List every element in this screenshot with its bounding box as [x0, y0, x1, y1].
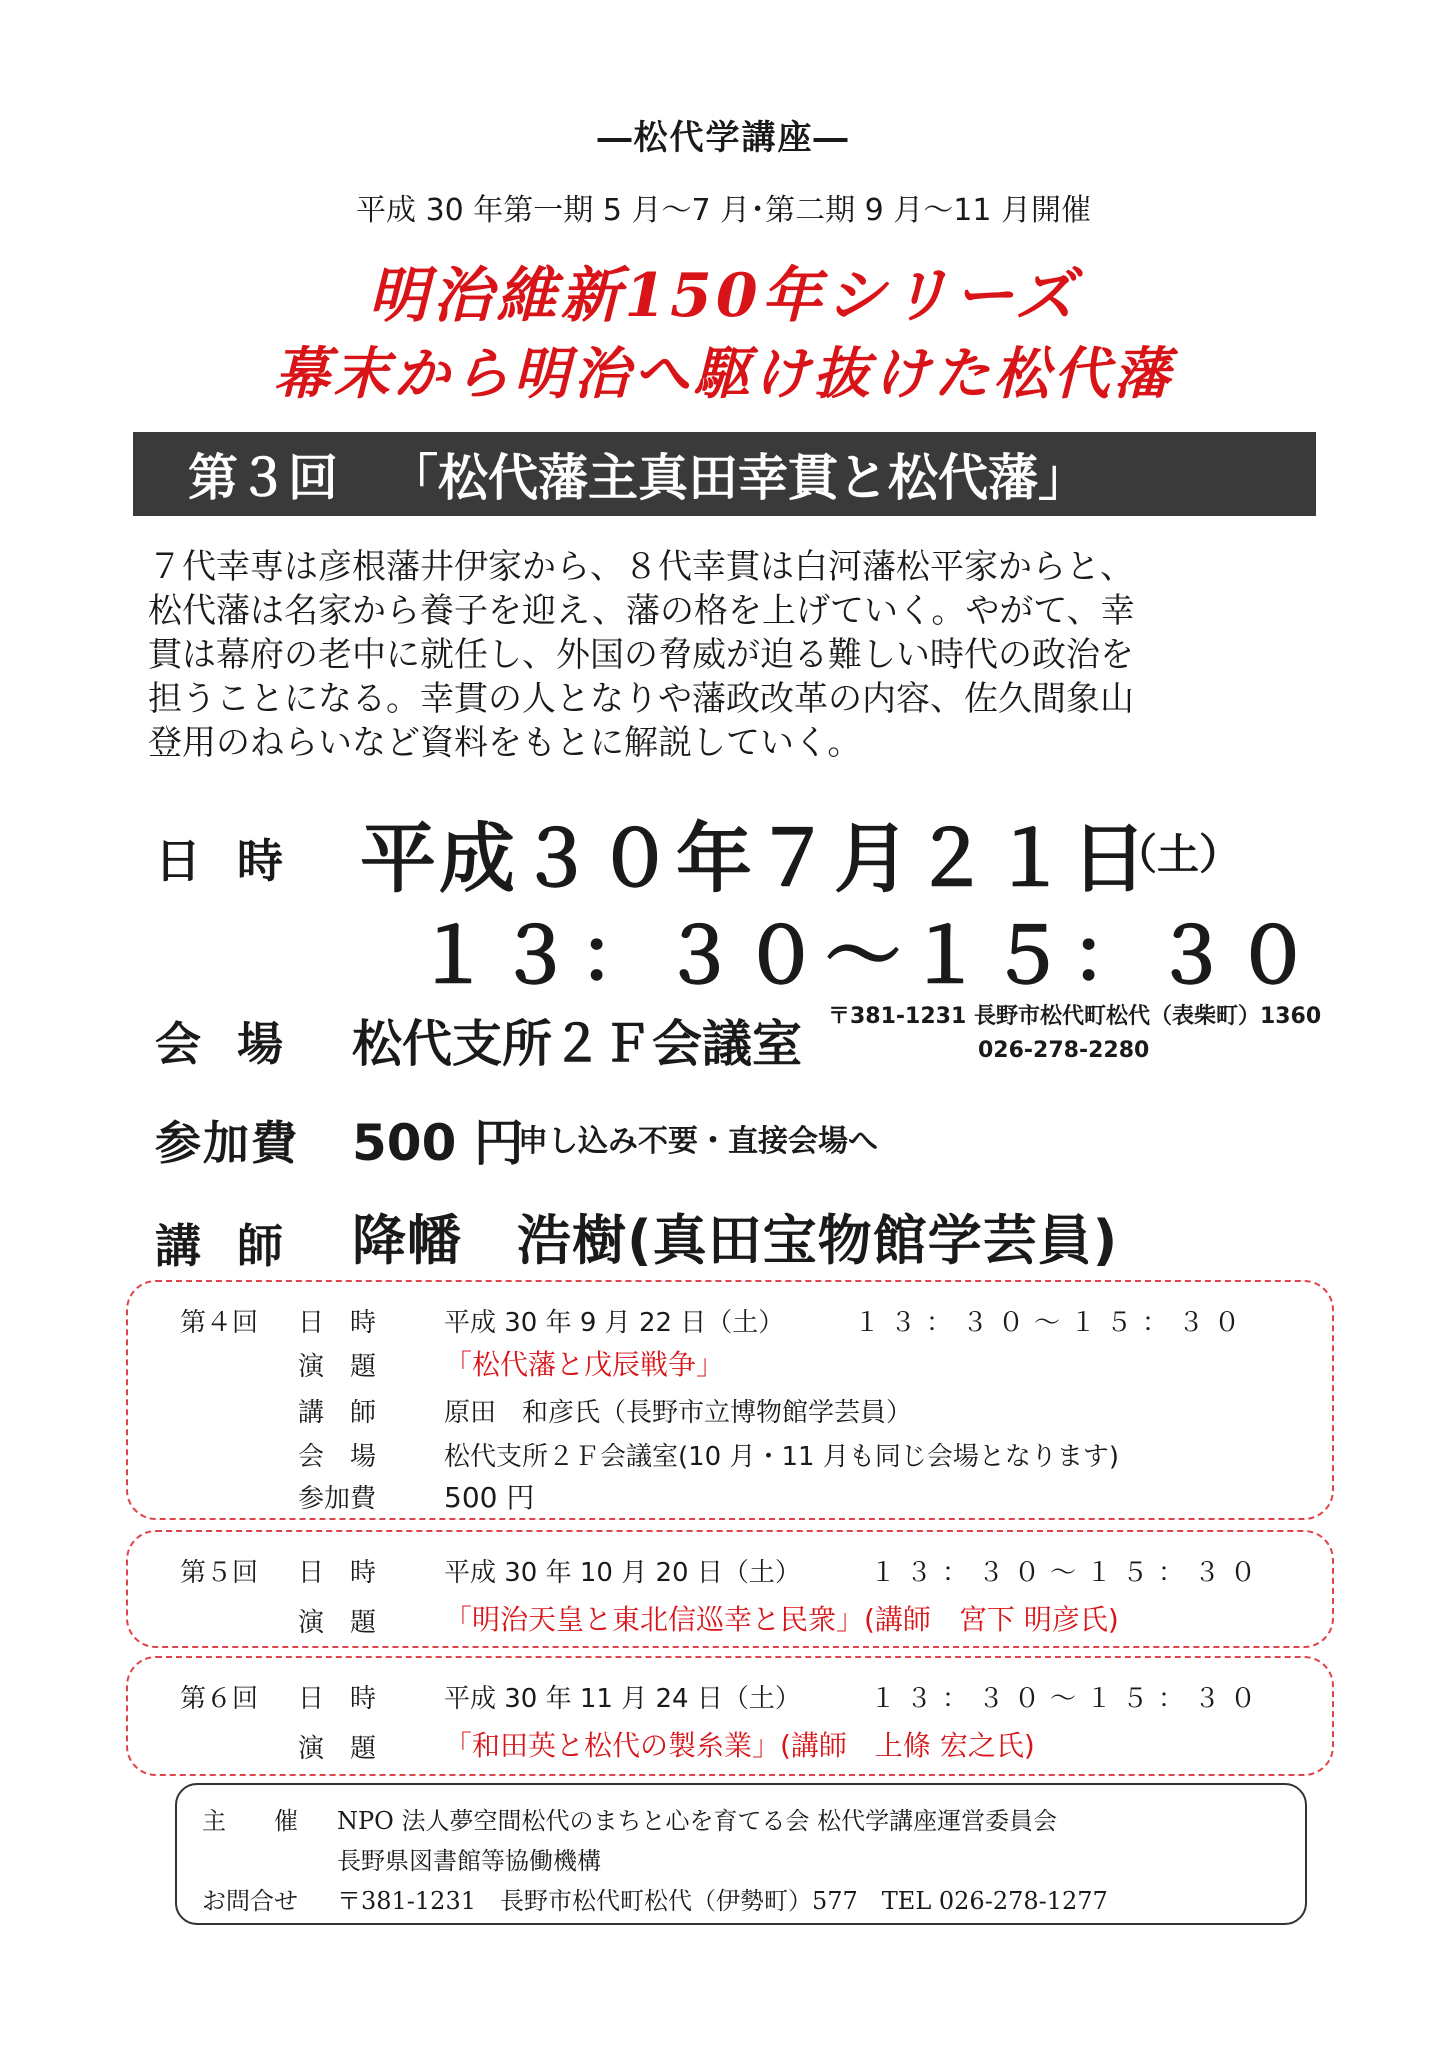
- description-line: 担うことになる。幸貫の人となりや藩政改革の内容、佐久間象山: [148, 679, 1134, 719]
- session-5-time: １３：３０～１５：３０: [870, 1558, 1267, 1588]
- fee-value: 500 円: [352, 1114, 524, 1172]
- period-line: 平成 30 年第一期 5 月～7 月･第二期 9 月～11 月開催: [356, 193, 1091, 228]
- session-4-box: [126, 1280, 1334, 1520]
- session-6-date: 平成 30 年 11 月 24 日（土）: [444, 1684, 801, 1714]
- session-4-fee: 500 円: [444, 1481, 535, 1514]
- session-4-fee-label: 参加費: [298, 1484, 377, 1514]
- session-6-date-label: 日 時: [298, 1684, 377, 1714]
- session-title: 「松代藩主真田幸貫と松代藩」: [388, 449, 1088, 507]
- date-value: 平成３０年７月２１日: [360, 814, 1150, 903]
- organizer-label: 主 催: [202, 1807, 298, 1835]
- session-5-box: [126, 1530, 1334, 1648]
- session-4-topic: 「松代藩と戊辰戦争」: [444, 1348, 725, 1381]
- series-subtitle: 幕末から明治へ駆け抜けた松代藩: [273, 341, 1174, 407]
- session-4-topic-label: 演 題: [298, 1352, 377, 1382]
- session-6-number: 第６回: [180, 1684, 259, 1714]
- series-label: ―松代学講座―: [597, 118, 850, 158]
- date-label: 日 時: [155, 834, 294, 888]
- venue-phone: 026-278-2280: [978, 1038, 1150, 1063]
- contact-label: お問合せ: [202, 1887, 298, 1915]
- session-4-venue: 松代支所２Ｆ会議室(10 月・11 月も同じ会場となります): [444, 1442, 1119, 1472]
- description-line: 貫は幕府の老中に就任し、外国の脅威が迫る難しい時代の政治を: [148, 635, 1134, 675]
- lecturer-value: 降幡 浩樹(真田宝物館学芸員): [352, 1209, 1119, 1272]
- session-4-number: 第４回: [180, 1308, 259, 1338]
- session-description: [148, 545, 1308, 765]
- description-line: ７代幸専は彦根藩井伊家から、８代幸貫は白河藩松平家からと、: [148, 547, 1134, 587]
- organizer-line-1: NPO 法人夢空間松代のまちと心を育てる会 松代学講座運営委員会: [337, 1807, 1058, 1835]
- series-title: 明治維新150年シリーズ: [368, 261, 1079, 331]
- fee-note: 申し込み不要・直接会場へ: [518, 1124, 878, 1159]
- session-4-date-label: 日 時: [298, 1308, 377, 1338]
- session-6-box: [126, 1656, 1334, 1776]
- organizer-box: [175, 1783, 1307, 1925]
- session-4-time: １３：３０～１５：３０: [854, 1308, 1251, 1338]
- venue-address: 〒381-1231 長野市松代町松代（表柴町）1360: [828, 1004, 1322, 1029]
- contact-info: 〒381-1231 長野市松代町松代（伊勢町）577 TEL 026-278-1277: [337, 1887, 1108, 1915]
- venue-address-block: [828, 1000, 1321, 1068]
- time-value: １３：３０～１５：３０: [415, 911, 1317, 1000]
- session-4-lecturer-label: 講 師: [298, 1398, 377, 1428]
- session-number: 第３回: [188, 449, 338, 507]
- fee-label: 参加費: [155, 1116, 299, 1170]
- session-6-time: １３：３０～１５：３０: [870, 1684, 1267, 1714]
- lecturer-label: 講 師: [155, 1219, 294, 1273]
- session-4-venue-label: 会 場: [298, 1442, 377, 1472]
- session-6-topic-label: 演 題: [298, 1734, 377, 1764]
- description-line: 松代藩は名家から養子を迎え、藩の格を上げていく。やがて、幸: [148, 591, 1135, 631]
- venue-value: 松代支所２Ｆ会議室: [352, 1015, 802, 1073]
- session-4-lecturer: 原田 和彦氏（長野市立博物館学芸員）: [444, 1398, 913, 1428]
- session-5-number: 第５回: [180, 1558, 259, 1588]
- venue-label: 会 場: [155, 1017, 294, 1071]
- session-6-topic: 「和田英と松代の製糸業」(講師 上條 宏之氏): [444, 1729, 1035, 1762]
- organizer-line-2: 長野県図書館等協働機構: [337, 1847, 601, 1875]
- session-5-topic: 「明治天皇と東北信巡幸と民衆」(講師 宮下 明彦氏): [444, 1603, 1119, 1636]
- session-banner: [133, 432, 1316, 516]
- date-day: （土）: [1115, 830, 1242, 879]
- session-5-topic-label: 演 題: [298, 1608, 377, 1638]
- session-5-date-label: 日 時: [298, 1558, 377, 1588]
- description-line: 登用のねらいなど資料をもとに解説していく。: [148, 723, 862, 763]
- session-4-date: 平成 30 年 9 月 22 日（土）: [444, 1308, 785, 1338]
- session-5-date: 平成 30 年 10 月 20 日（土）: [444, 1558, 801, 1588]
